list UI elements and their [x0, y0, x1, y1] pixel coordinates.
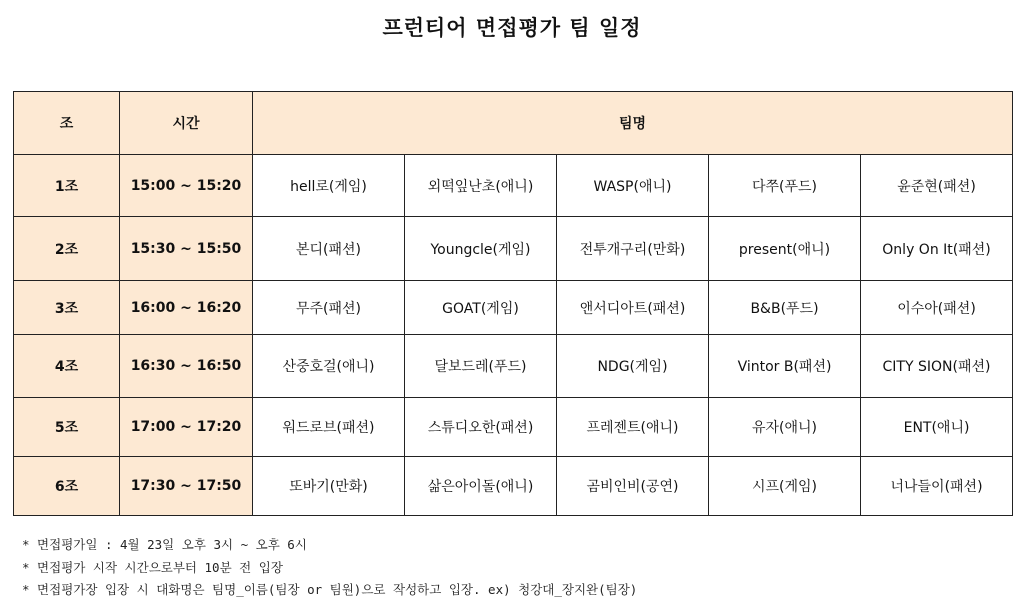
time-cell: 17:00 ~ 17:20	[120, 398, 253, 457]
time-cell: 15:00 ~ 15:20	[120, 155, 253, 217]
group-cell: 3조	[14, 281, 120, 335]
table-header-row	[14, 92, 1013, 155]
team-cell: 유자(애니)	[709, 398, 861, 457]
time-cell: 17:30 ~ 17:50	[120, 457, 253, 516]
team-cell: 산중호걸(애니)	[253, 335, 405, 398]
time-cell: 16:00 ~ 16:20	[120, 281, 253, 335]
team-cell: WASP(애니)	[557, 155, 709, 217]
table-row	[14, 217, 1013, 281]
team-cell: 삶은아이돌(애니)	[405, 457, 557, 516]
note-nickname-rule: * 면접평가장 입장 시 대화명은 팀명_이름(팀장 or 팀원)으로 작성하고 입장. ex) 청강대_장지완(팀장)	[22, 582, 638, 597]
team-cell: Youngcle(게임)	[405, 217, 557, 281]
team-cell: 프레젠트(애니)	[557, 398, 709, 457]
group-cell: 2조	[14, 217, 120, 281]
schedule-table	[13, 91, 1013, 516]
note-interview-date: * 면접평가일 : 4월 23일 오후 3시 ~ 오후 6시	[22, 537, 307, 552]
group-cell: 4조	[14, 335, 120, 398]
header-team: 팀명	[253, 92, 1013, 155]
table-row	[14, 155, 1013, 217]
group-cell: 1조	[14, 155, 120, 217]
team-cell: 윤준현(패션)	[861, 155, 1013, 217]
team-cell: 앤서디아트(패션)	[557, 281, 709, 335]
team-cell: 이수아(패션)	[861, 281, 1013, 335]
team-cell: 시프(게임)	[709, 457, 861, 516]
note-entry-time: * 면접평가 시작 시간으로부터 10분 전 입장	[22, 559, 283, 575]
header-group: 조	[14, 92, 120, 155]
team-cell: 본디(패션)	[253, 217, 405, 281]
group-cell: 6조	[14, 457, 120, 516]
team-cell: present(애니)	[709, 217, 861, 281]
table-row	[14, 281, 1013, 335]
team-cell: GOAT(게임)	[405, 281, 557, 335]
team-cell: 워드로브(패션)	[253, 398, 405, 457]
team-cell: B&B(푸드)	[709, 281, 861, 335]
table-row	[14, 457, 1013, 516]
page-title: 프런티어 면접평가 팀 일정	[382, 15, 642, 40]
team-cell: 달보드레(푸드)	[405, 335, 557, 398]
team-cell: ENT(애니)	[861, 398, 1013, 457]
team-cell: 너나들이(패션)	[861, 457, 1013, 516]
team-cell: NDG(게임)	[557, 335, 709, 398]
team-cell: 외떡잎난초(애니)	[405, 155, 557, 217]
team-cell: 다쭈(푸드)	[709, 155, 861, 217]
group-cell: 5조	[14, 398, 120, 457]
time-cell: 16:30 ~ 16:50	[120, 335, 253, 398]
team-cell: 곰비인비(공연)	[557, 457, 709, 516]
time-cell: 15:30 ~ 15:50	[120, 217, 253, 281]
table-row	[14, 398, 1013, 457]
team-cell: CITY SION(패션)	[861, 335, 1013, 398]
team-cell: Only On It(패션)	[861, 217, 1013, 281]
team-cell: 스튜디오한(패션)	[405, 398, 557, 457]
team-cell: 전투개구리(만화)	[557, 217, 709, 281]
team-cell: 무주(패션)	[253, 281, 405, 335]
notes-list	[22, 534, 637, 602]
header-time: 시간	[120, 92, 253, 155]
table-row	[14, 335, 1013, 398]
team-cell: hell로(게임)	[253, 155, 405, 217]
team-cell: Vintor B(패션)	[709, 335, 861, 398]
team-cell: 또바기(만화)	[253, 457, 405, 516]
